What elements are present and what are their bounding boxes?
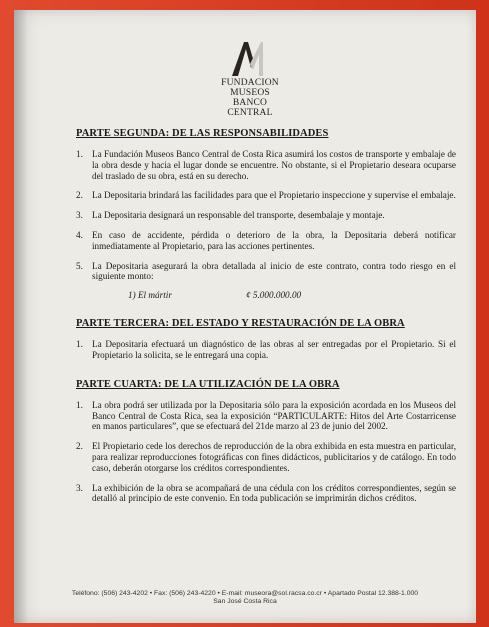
- list-item: [76, 483, 456, 505]
- list-item: [76, 400, 456, 432]
- section-title-parte-cuarta: PARTE CUARTA: DE LA UTILIZACIÓN DE LA OBRA: [76, 378, 340, 390]
- document-body: [76, 128, 456, 504]
- logo-line-2: BANCO CENTRAL: [227, 98, 273, 118]
- insured-work-name: 1) El mártir: [128, 290, 172, 301]
- item-text: El Propietario cede los derechos de reproducción de la obra exhibida en esta muestra en particular, para realizar reproducciones fotográficas con fines didácticos, publicitarios y de catálogo. En todo caso, deberán otorgarse los créditos correspondientes.: [92, 441, 456, 473]
- item-text: La Depositaria designará un responsable del transporte, desembalaje y montaje.: [92, 210, 385, 221]
- section-title-parte-tercera: PARTE TERCERA: DEL ESTADO Y RESTAURACIÓN DE LA OBRA: [76, 318, 405, 330]
- item-number: 1.: [76, 149, 83, 159]
- list-item: [76, 210, 456, 221]
- list-item: [76, 230, 456, 252]
- foundation-logo: [210, 40, 290, 118]
- list-item: [76, 190, 456, 201]
- item-text: La Depositaria asegurará la obra detallada al inicio de este contrato, contra todo riesgo en el siguiente monto:: [92, 260, 456, 282]
- section-list-parte-segunda: [76, 149, 456, 282]
- logo-line-1: FUNDACION MUSEOS: [221, 78, 279, 98]
- item-text: La Depositaria brindará las facilidades para que el Propietario inspeccione y supervise el embalaje.: [92, 190, 456, 201]
- section-list-parte-tercera: [76, 339, 456, 361]
- item-text: En caso de accidente, pérdida o deterioro de la obra, la Depositaria deberá notificar inmediatamente al Propietario, para las acciones pertinentes.: [92, 229, 456, 251]
- page-binding-shadow: [14, 10, 28, 623]
- item-text: La exhibición de la obra se acompañará de una cédula con los créditos correspondientes, según se detalló al principio de este convenio. En toda publicación se imprimirán dichos créditos.: [92, 482, 456, 504]
- list-item: [76, 441, 456, 473]
- item-text: La obra podrá ser utilizada por la Depositaria sólo para la exposición acordada en los Museos del Banco Central de Costa Rica, sea la exposición “PARTICULARTE: Hitos del Arte Costarricense en manos particulares”, que se efectuará del 21de marzo al 23 de junio del 2002.: [92, 399, 456, 432]
- footer-contact: [14, 590, 476, 605]
- insured-amount-value: ¢ 5.000.000.00: [246, 290, 302, 301]
- item-number: 5.: [76, 260, 83, 271]
- document-page: [14, 10, 476, 623]
- section-list-parte-cuarta: [76, 400, 456, 504]
- item-number: 3.: [76, 210, 83, 221]
- museum-m-logo-icon: [228, 40, 272, 78]
- list-item: [76, 261, 456, 283]
- item-number: 3.: [76, 482, 83, 493]
- footer-city-line: San José Costa Rica: [213, 598, 277, 605]
- item-text: La Depositaria efectuará un diagnóstico de las obras al ser entregadas por el Propietario. Si el Propietario la solicita, se le entregará una copia.: [92, 339, 456, 360]
- insured-amount-row: [76, 290, 456, 302]
- item-number: 1.: [76, 339, 83, 350]
- item-number: 1.: [76, 399, 83, 410]
- footer-contact-line: Teléfono: (506) 243-4202 • Fax: (506) 243-4220 • E-mail: museora@sol.racsa.co.cr • Apartado Postal 12.388-1.000: [71, 590, 419, 597]
- item-number: 4.: [76, 229, 83, 240]
- list-item: [76, 149, 456, 181]
- section-title-parte-segunda: PARTE SEGUNDA: DE LAS RESPONSABILIDADES: [76, 128, 329, 139]
- item-text: La Fundación Museos Banco Central de Costa Rica asumirá los costos de transporte y embalaje de la obra desde y hacia el lugar donde se encuentre. No obstante, si el Propietario deseara ocuparse del traslado de su obra, está en su derecho.: [92, 149, 456, 181]
- item-number: 2.: [76, 441, 83, 452]
- list-item: [76, 339, 456, 361]
- item-number: 2.: [76, 190, 83, 201]
